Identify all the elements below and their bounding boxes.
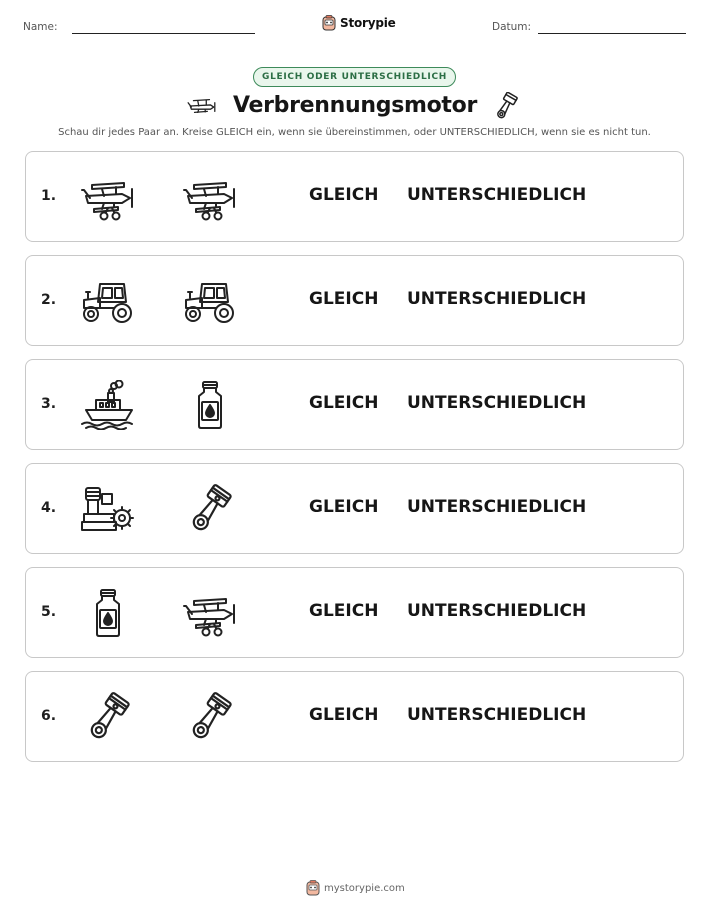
option-different[interactable]: UNTERSCHIEDLICH xyxy=(407,185,587,205)
question-number: 5. xyxy=(41,604,57,620)
tractor-icon xyxy=(180,276,240,326)
name-label: Name: xyxy=(23,21,58,33)
option-same[interactable]: GLEICH xyxy=(309,601,379,621)
instructions: Schau dir jedes Paar an. Kreise GLEICH ein, wenn sie übereinstimmen, oder UNTERSCHIEDLICH, wenn sie es nicht tun. xyxy=(58,127,651,138)
piston-icon xyxy=(494,92,518,120)
option-different[interactable]: UNTERSCHIEDLICH xyxy=(407,497,587,517)
oil-bottle-icon xyxy=(180,380,240,430)
option-same[interactable]: GLEICH xyxy=(309,185,379,205)
piston-icon xyxy=(78,692,138,742)
storypie-mascot-icon xyxy=(306,880,320,896)
date-line[interactable] xyxy=(538,33,686,34)
engine-icon xyxy=(78,484,138,534)
airplane-icon xyxy=(180,588,240,638)
option-different[interactable]: UNTERSCHIEDLICH xyxy=(407,289,587,309)
question-row-6 xyxy=(25,671,684,762)
footer xyxy=(306,880,405,896)
question-number: 1. xyxy=(41,188,57,204)
question-row-5 xyxy=(25,567,684,658)
question-number: 4. xyxy=(41,500,57,516)
airplane-icon xyxy=(78,172,138,222)
question-row-4 xyxy=(25,463,684,554)
steamboat-icon xyxy=(78,380,138,430)
worksheet-type-badge: GLEICH ODER UNTERSCHIEDLICH xyxy=(253,67,456,87)
option-same[interactable]: GLEICH xyxy=(309,497,379,517)
piston-icon xyxy=(180,484,240,534)
brand-name: Storypie xyxy=(340,16,396,30)
airplane-icon xyxy=(180,172,240,222)
airplane-icon xyxy=(186,95,218,117)
storypie-mascot-icon xyxy=(322,15,336,31)
page-title: Verbrennungsmotor xyxy=(232,93,478,118)
brand-logo xyxy=(322,13,396,33)
option-different[interactable]: UNTERSCHIEDLICH xyxy=(407,393,587,413)
date-label: Datum: xyxy=(492,21,532,33)
footer-url[interactable]: mystorypie.com xyxy=(324,882,405,894)
piston-icon xyxy=(180,692,240,742)
option-same[interactable]: GLEICH xyxy=(309,393,379,413)
tractor-icon xyxy=(78,276,138,326)
question-number: 2. xyxy=(41,292,57,308)
question-row-2 xyxy=(25,255,684,346)
question-number: 6. xyxy=(41,708,57,724)
question-row-1 xyxy=(25,151,684,242)
option-same[interactable]: GLEICH xyxy=(309,289,379,309)
option-different[interactable]: UNTERSCHIEDLICH xyxy=(407,705,587,725)
question-row-3 xyxy=(25,359,684,450)
question-number: 3. xyxy=(41,396,57,412)
option-same[interactable]: GLEICH xyxy=(309,705,379,725)
oil-bottle-icon xyxy=(78,588,138,638)
option-different[interactable]: UNTERSCHIEDLICH xyxy=(407,601,587,621)
name-line[interactable] xyxy=(72,33,255,34)
